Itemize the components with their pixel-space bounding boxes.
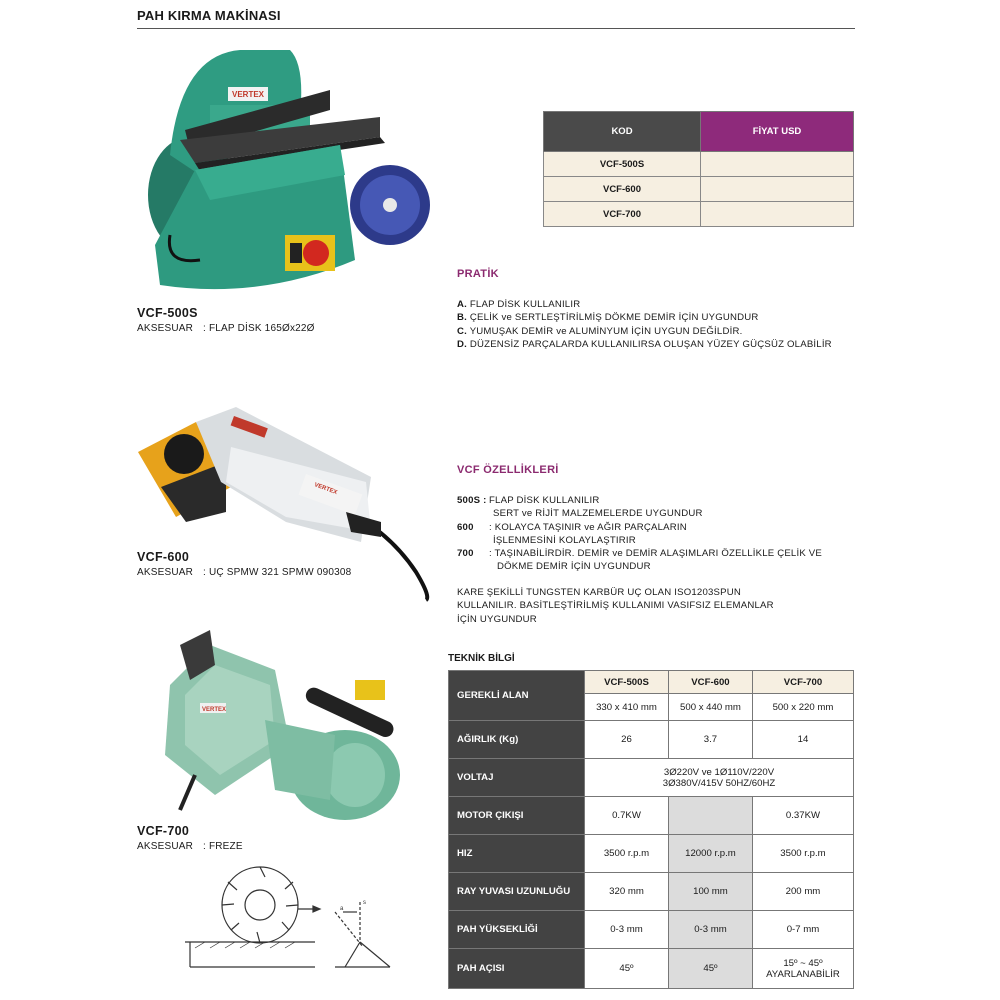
product-model: VCF-700 (137, 824, 190, 838)
table-row (544, 177, 854, 202)
table-row (449, 721, 854, 759)
pratik-heading: PRATİK (457, 268, 499, 280)
cell: 12000 r.p.m (668, 835, 752, 873)
vcf-features-heading: VCF ÖZELLİKLERİ (457, 464, 559, 476)
table-row (449, 759, 854, 797)
model-header: VCF-500S (585, 671, 669, 694)
price-value (701, 152, 854, 177)
cell: 0-7 mm (752, 911, 853, 949)
pratik-list (457, 298, 867, 351)
list-item: A. FLAP DİSK KULLANILIR (457, 299, 581, 310)
product-model: VCF-600 (137, 550, 190, 564)
price-table (543, 111, 854, 227)
cell: 0-3 mm (668, 911, 752, 949)
cell: 500 x 440 mm (668, 694, 752, 721)
cell: 26 (585, 721, 669, 759)
price-header-price: FİYAT USD (701, 112, 854, 152)
cell: 100 mm (668, 873, 752, 911)
list-item: C. YUMUŞAK DEMİR ve ALUMİNYUM İÇİN UYGUN DEĞİLDİR. (457, 325, 743, 337)
list-item: 600 : KOLAYCA TAŞINIR ve AĞIR PARÇALARIN İŞLENMESİNİ KOLAYLAŞTIRIR (457, 521, 687, 546)
row-label: AĞIRLIK (Kg) (449, 721, 585, 759)
accessory-label: AKSESUAR (137, 841, 194, 852)
cell: 45º (668, 949, 752, 989)
cell: 3.7 (668, 721, 752, 759)
svg-text:VERTEX: VERTEX (202, 707, 227, 713)
price-code: VCF-700 (544, 202, 701, 227)
price-header-code: KOD (544, 112, 701, 152)
row-label: HIZ (449, 835, 585, 873)
model-header: VCF-600 (668, 671, 752, 694)
list-item: 700 : TAŞINABİLİRDİR. DEMİR ve DEMİR ALAŞIMLARI ÖZELLİKLE ÇELİK VE DÖKME DEMİR İÇİN UYGUNDUR (457, 548, 822, 573)
accessory-label: AKSESUAR (137, 323, 194, 334)
cutter-diagram (185, 862, 395, 972)
cell: 15º ~ 45º AYARLANABİLİR (752, 949, 853, 989)
row-label: GEREKLİ ALAN (449, 671, 585, 721)
table-row (544, 202, 854, 227)
svg-text:a: a (340, 906, 344, 912)
product-accessory (137, 841, 243, 852)
tech-heading: TEKNİK BİLGİ (448, 653, 515, 664)
cell: 200 mm (752, 873, 853, 911)
table-row (449, 911, 854, 949)
model-header: VCF-700 (752, 671, 853, 694)
svg-text:VERTEX: VERTEX (313, 482, 338, 497)
row-label: MOTOR ÇIKIŞI (449, 797, 585, 835)
list-item: 500S : FLAP DİSK KULLANILIR SERT ve RİJİT MALZEMELERDE UYGUNDUR (457, 495, 703, 520)
table-row (449, 797, 854, 835)
cell: 14 (752, 721, 853, 759)
list-item: D. DÜZENSİZ PARÇALARDA KULLANILIRSA OLUŞAN YÜZEY GÜÇSÜZ OLABİLİR (457, 338, 832, 350)
row-label: RAY YUVASI UZUNLUĞU (449, 873, 585, 911)
price-value (701, 177, 854, 202)
product-model: VCF-500S (137, 306, 198, 320)
cell: 0.37KW (752, 797, 853, 835)
product-accessory (137, 323, 315, 334)
list-item: B. ÇELİK ve SERTLEŞTİRİLMİŞ DÖKME DEMİR İÇİN UYGUNDUR (457, 312, 759, 324)
price-code: VCF-500S (544, 152, 701, 177)
accessory-value: : FLAP DİSK 165Øx22Ø (203, 323, 315, 334)
product-accessory (137, 567, 351, 578)
cell: 330 x 410 mm (585, 694, 669, 721)
cell: 45º (585, 949, 669, 989)
row-label: PAH YÜKSEKLİĞİ (449, 911, 585, 949)
cell: 3500 r.p.m (585, 835, 669, 873)
row-label: PAH AÇISI (449, 949, 585, 989)
cell: 3Ø220V ve 1Ø110V/220V 3Ø380V/415V 50HZ/60HZ (585, 759, 854, 797)
svg-text:s: s (363, 900, 366, 906)
vcf-features-list (457, 494, 867, 574)
table-row (544, 152, 854, 177)
accessory-value: : FREZE (203, 841, 243, 852)
cell: 500 x 220 mm (752, 694, 853, 721)
title-divider (137, 28, 855, 29)
accessory-label: AKSESUAR (137, 567, 194, 578)
vcf-700-photo (155, 625, 415, 835)
vcf-500s-photo (140, 45, 440, 305)
price-value (701, 202, 854, 227)
cell: 0.7KW (585, 797, 669, 835)
cell: 0-3 mm (585, 911, 669, 949)
cell: 3500 r.p.m (752, 835, 853, 873)
table-row (449, 835, 854, 873)
price-header-row (544, 112, 854, 152)
table-row (449, 949, 854, 989)
cell (668, 797, 752, 835)
accessory-value: : UÇ SPMW 321 SPMW 090308 (203, 567, 352, 578)
table-row (449, 671, 854, 694)
cell: 320 mm (585, 873, 669, 911)
table-row (449, 873, 854, 911)
vcf-paragraph: KARE ŞEKİLLİ TUNGSTEN KARBÜR UÇ OLAN ISO1203SPUN KULLANILIR. BASİTLEŞTİRİLMİŞ KULLANIMI VASIFSIZ ELEMANLAR İÇİN UYGUNDUR (457, 587, 774, 625)
price-code: VCF-600 (544, 177, 701, 202)
row-label: VOLTAJ (449, 759, 585, 797)
svg-text:VERTEX: VERTEX (232, 90, 265, 99)
page-title: PAH KIRMA MAKİNASI (137, 8, 281, 23)
tech-table (448, 670, 854, 989)
